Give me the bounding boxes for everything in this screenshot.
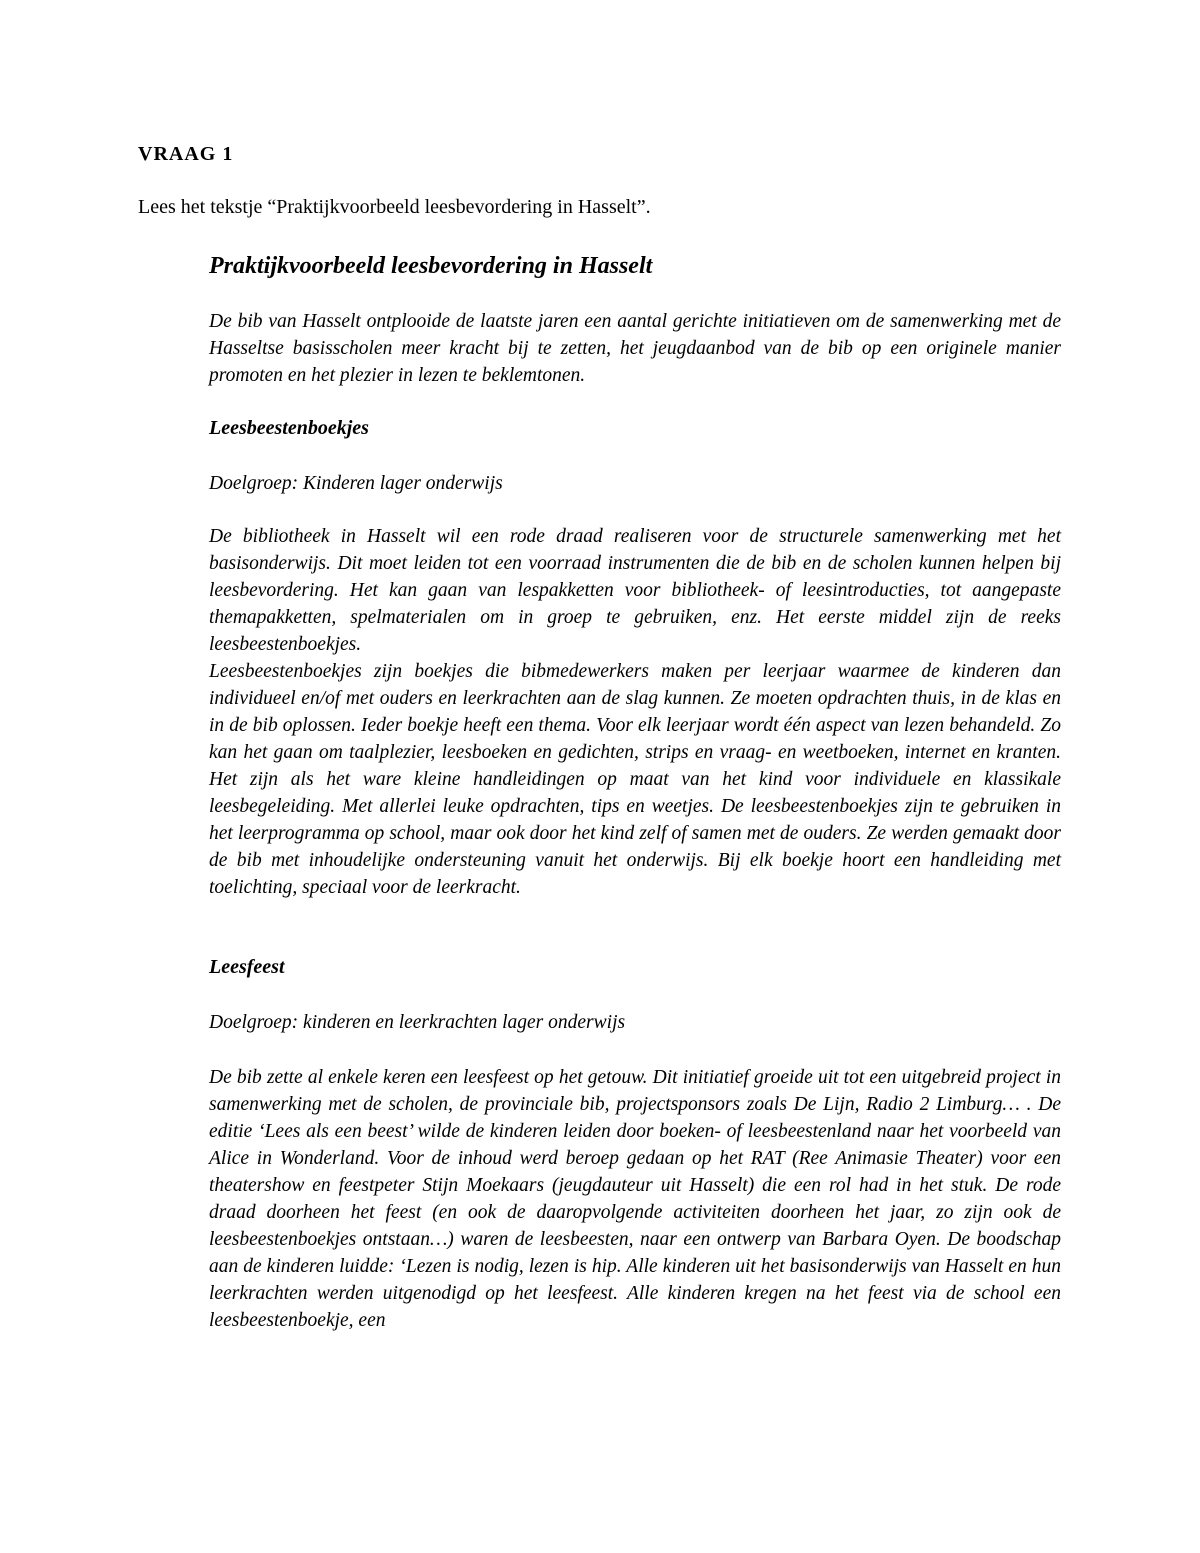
question-heading: VRAAG 1	[138, 143, 234, 165]
section-paragraph: De bibliotheek in Hasselt wil een rode draad realiseren voor de structurele samenwerking met het basisonderwijs. Dit moet leiden tot een voorraad instrumenten die de bib en de scholen kunnen helpen bij leesbevordering. Het kan gaan van lespakketten voor bibliotheek- of leesintroducties, tot aangepaste themapakketten, spelmaterialen om in groep te gebruiken, enz. Het eerste middel zijn de reeks leesbeestenboekjes.	[209, 526, 1061, 655]
section-paragraph: De bib zette al enkele keren een leesfeest op het getouw. Dit initiatief groeide uit tot een uitgebreid project in samenwerking met de scholen, de provinciale bib, projectsponsors zoals De Lijn, Radio 2 Limburg… . De editie ‘Lees als een beest’ wilde de kinderen leiden door boeken- of leesbeestenland naar het voorbeeld van Alice in Wonderland. Voor de inhoud werd beroep gedaan op het RAT (Ree Animasie Theater) voor een theatershow en feestpeter Stijn Moekaars (jeugdauteur uit Hasselt) die een rol had in het stuk. De rode draad doorheen het feest (en ook de daaropvolgende activiteiten doorheen het jaar, zo zijn ook de leesbeestenboekjes ontstaan…) waren de leesbeesten, naar een ontwerp van Barbara Oyen. De boodschap aan de kinderen luidde: ‘Lezen is nodig, lezen is hip. Alle kinderen uit het basisonderwijs van Hasselt en hun leerkrachten werden uitgenodigd op het leesfeest. Alle kinderen kregen na het feest via de school een leesbeestenboekje, een	[209, 1067, 1061, 1331]
article-title: Praktijkvoorbeeld leesbevordering in Hasselt	[209, 253, 653, 279]
section-target-leesfeest: Doelgroep: kinderen en leerkrachten lager onderwijs	[209, 1012, 626, 1033]
section-paragraph: Leesbeestenboekjes zijn boekjes die bibmedewerkers maken per leerjaar waarmee de kinderen dan individueel en/of met ouders en leerkrachten aan de slag kunnen. Ze moeten opdrachten thuis, in de klas en in de bib oplossen. Ieder boekje heeft een thema. Voor elk leerjaar wordt één aspect van lezen behandeld. Zo kan het gaan om taalplezier, leesboeken en gedichten, strips en vraag- en weetboeken, internet en kranten. Het zijn als het ware kleine handleidingen op maat van het kind voor individuele en klassikale leesbegeleiding. Met allerlei leuke opdrachten, tips en weetjes. De leesbeestenboekjes zijn te gebruiken in het leerprogramma op school, maar ook door het kind zelf of samen met de ouders. Ze werden gemaakt door de bib met inhoudelijke ondersteuning vanuit het onderwijs. Bij elk boekje hoort een handleiding met toelichting, speciaal voor de leerkracht.	[209, 661, 1061, 898]
section-heading-leesbeestenboekjes: Leesbeestenboekjes	[209, 417, 369, 439]
section-target-leesbeestenboekjes: Doelgroep: Kinderen lager onderwijs	[209, 473, 503, 494]
instruction-text: Lees het tekstje “Praktijkvoorbeeld leesbevordering in Hasselt”.	[138, 196, 651, 218]
article-intro: De bib van Hasselt ontplooide de laatste jaren een aantal gerichte initiatieven om de samenwerking met de Hasseltse basisscholen meer kracht bij te zetten, het jeugdaanbod van de bib op een originele manier promoten en het plezier in lezen te beklemtonen.	[209, 311, 1061, 386]
article	[209, 250, 1061, 1334]
section-heading-leesfeest: Leesfeest	[209, 956, 285, 978]
